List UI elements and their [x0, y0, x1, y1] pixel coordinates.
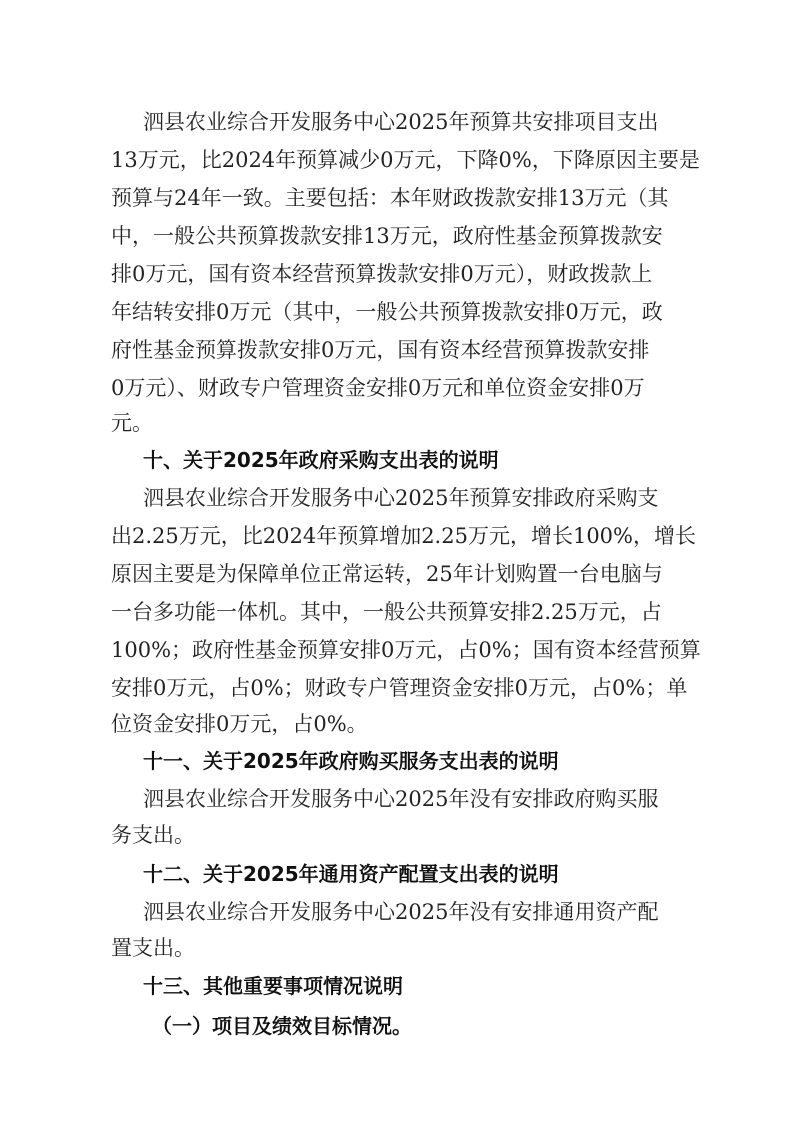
paragraph-line: 年结转安排0万元（其中，一般公共预算拨款安排0万元，政 [111, 300, 663, 324]
paragraph-line: 100%；政府性基金预算安排0万元，占0%；国有资本经营预算 [111, 638, 701, 662]
paragraph-line: 泗县农业综合开发服务中心2025年没有安排通用资产配 [143, 900, 659, 924]
paragraph-line: 一台多功能一体机。其中，一般公共预算安排2.25万元，占 [111, 600, 662, 624]
subsection-heading-1: （一）项目及绩效目标情况。 [152, 1014, 412, 1038]
section-heading-12: 十二、关于2025年通用资产配置支出表的说明 [143, 862, 559, 886]
paragraph-line: 泗县农业综合开发服务中心2025年预算安排政府采购支 [143, 486, 659, 510]
paragraph-line: 元。 [111, 411, 153, 435]
paragraph-line: 13万元，比2024年预算减少0万元，下降0%，下降原因主要是 [111, 148, 700, 172]
paragraph-line: 原因主要是为保障单位正常运转，25年计划购置一台电脑与 [111, 562, 663, 586]
paragraph-line: 府性基金预算拨款安排0万元，国有资本经营预算拨款安排 [111, 338, 650, 362]
paragraph-line: 出2.25万元，比2024年预算增加2.25万元，增长100%，增长 [111, 524, 696, 548]
paragraph-line: 置支出。 [111, 936, 195, 960]
paragraph-line: 0万元）、财政专户管理资金安排0万元和单位资金安排0万 [111, 376, 645, 400]
paragraph-line: 中，一般公共预算拨款安排13万元，政府性基金预算拨款安 [111, 224, 663, 248]
section-heading-11: 十一、关于2025年政府购买服务支出表的说明 [143, 749, 559, 773]
paragraph-line: 位资金安排0万元，占0%。 [111, 712, 368, 736]
paragraph-line: 泗县农业综合开发服务中心2025年没有安排政府购买服 [143, 787, 659, 811]
paragraph-line: 安排0万元，占0%；财政专户管理资金安排0万元，占0%；单 [111, 676, 688, 700]
paragraph-line: 预算与24年一致。主要包括：本年财政拨款安排13万元（其 [111, 186, 669, 210]
paragraph-line: 务支出。 [111, 823, 195, 847]
section-heading-13: 十三、其他重要事项情况说明 [143, 974, 403, 998]
paragraph-line: 泗县农业综合开发服务中心2025年预算共安排项目支出 [143, 110, 659, 134]
paragraph-line: 排0万元，国有资本经营预算拨款安排0万元），财政拨款上 [111, 262, 653, 286]
section-heading-10: 十、关于2025年政府采购支出表的说明 [143, 448, 499, 472]
